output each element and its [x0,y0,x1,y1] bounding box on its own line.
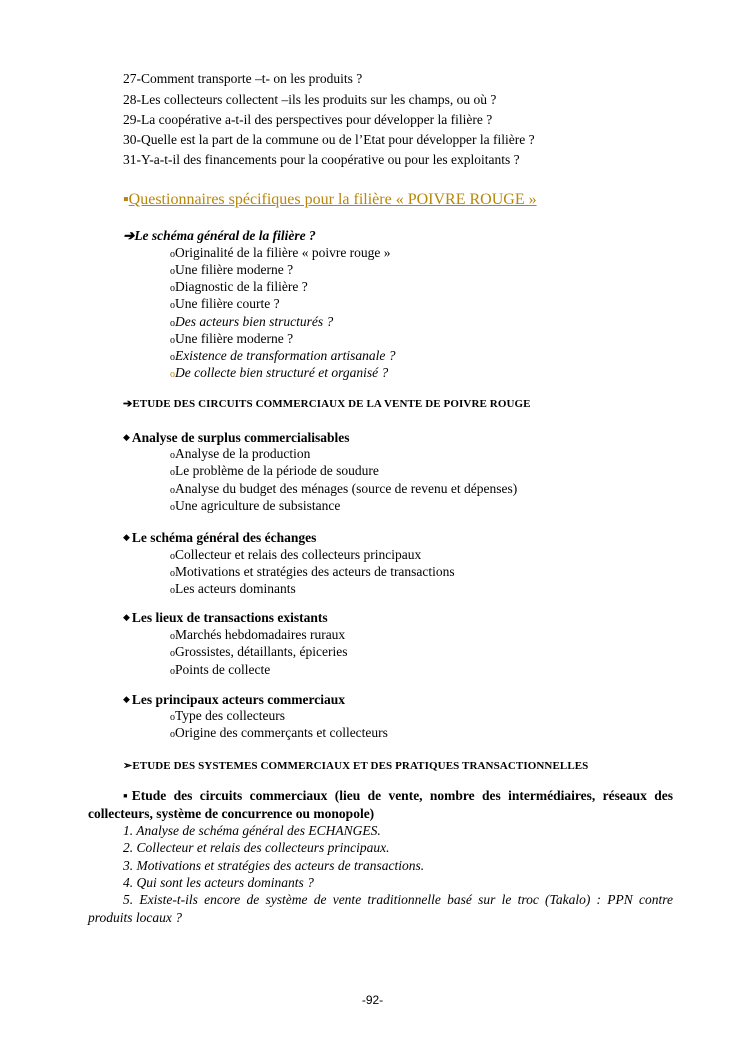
arrow-right-icon: ➔ [123,228,135,243]
question-30: 30-Quelle est la part de la commune ou de l’Etat pour développer la filière ? [123,132,535,147]
list-item: oLes acteurs dominants [170,581,296,596]
circle-bullet-icon: o [170,729,175,740]
numbered-item-last: 5. Existe-t-ils encore de système de vente traditionnelle basé sur le troc (Takalo) : PPN contre produits locaux ? [88,892,673,925]
circle-bullet-icon: o [170,300,175,311]
schema-general-heading [123,227,316,245]
diamond-bullet-icon: ◆ [123,694,130,704]
circle-bullet-icon: o [170,551,175,562]
arrowhead-right-icon: ➢ [123,760,133,772]
list-item: oLe problème de la période de soudure [170,463,379,478]
list-item: oDe collecte bien structuré et organisé ? [170,365,389,380]
list-item: oDiagnostic de la filière ? [170,279,308,294]
circle-bullet-icon: o [170,266,175,277]
question-29: 29-La coopérative a-t-il des perspectives pour développer la filière ? [123,112,493,127]
group-heading: ◆ Les lieux de transactions existants [123,610,328,625]
list-item: oOriginalité de la filière « poivre rouge » [170,245,391,260]
circle-bullet-icon: o [170,568,175,579]
circle-bullet-icon: o [170,712,175,723]
list-item: oMotivations et stratégies des acteurs de transactions [170,564,455,579]
circle-bullet-icon: o [170,335,175,346]
list-item: oMarchés hebdomadaires ruraux [170,627,346,642]
list-item: oUne agriculture de subsistance [170,498,341,513]
list-item: oExistence de transformation artisanale ? [170,348,396,363]
group-heading: ◆ Le schéma général des échanges [123,530,317,545]
list-item: oPoints de collecte [170,662,271,677]
list-item: oDes acteurs bien structurés ? [170,314,334,329]
circle-bullet-icon: o [170,450,175,461]
list-item: oUne filière moderne ? [170,262,294,277]
schema-general-heading-text: Le schéma général de la filière ? [134,228,316,243]
circle-bullet-icon: o [170,648,175,659]
question-28: 28-Les collecteurs collectent –ils les produits sur les champs, ou où ? [123,92,497,107]
circle-bullet-icon: o [170,283,175,294]
list-item: oAnalyse du budget des ménages (source de revenu et dépenses) [170,481,518,496]
diamond-bullet-icon: ◆ [123,612,130,622]
numbered-item: 1. Analyse de schéma général des ECHANGES. [123,823,381,838]
list-item: oType des collecteurs [170,708,286,723]
circle-bullet-icon: o [170,502,175,513]
page-number: -92- [361,993,384,1007]
list-item: oGrossistes, détaillants, épiceries [170,644,348,659]
circle-bullet-icon: o [170,631,175,642]
square-bullet-icon: ▪ [123,191,129,208]
circle-bullet-icon: o [170,666,175,677]
list-item: oOrigine des commerçants et collecteurs [170,725,388,740]
arrow-right-icon: ➔ [123,398,133,410]
etude-circuits-heading: ➔ETUDE DES CIRCUITS COMMERCIAUX DE LA VENTE DE POIVRE ROUGE [123,398,531,410]
diamond-bullet-icon: ◆ [123,432,130,442]
circle-bullet-icon: o [170,485,175,496]
list-item: oAnalyse de la production [170,446,311,461]
section-title [123,190,537,210]
group-heading: ◆ Les principaux acteurs commerciaux [123,692,346,707]
numbered-item: 3. Motivations et stratégies des acteurs de transactions. [123,858,425,873]
question-31: 31-Y-a-t-il des financements pour la coopérative ou pour les exploitants ? [123,152,520,167]
circle-bullet-icon: o [170,249,175,260]
circle-bullet-icon: o [170,467,175,478]
list-item: oUne filière moderne ? [170,331,294,346]
list-item: oUne filière courte ? [170,296,280,311]
circle-bullet-icon: o [170,352,175,363]
circle-bullet-icon: o [170,585,175,596]
circuits-paragraph: ▪Etude des circuits commerciaux (lieu de vente, nombre des intermédiaires, réseaux des collecteurs, système de concurrence ou monopole) [88,788,673,821]
numbered-item: 2. Collecteur et relais des collecteurs principaux. [123,840,390,855]
question-27: 27-Comment transporte –t- on les produits ? [123,71,363,86]
list-item: oCollecteur et relais des collecteurs principaux [170,547,422,562]
circle-bullet-icon: o [170,369,175,380]
section-title-text: Questionnaires spécifiques pour la filière « POIVRE ROUGE » [128,191,537,208]
group-heading: ◆ Analyse de surplus commercialisables [123,430,350,445]
etude-systemes-heading: ➢ETUDE DES SYSTEMES COMMERCIAUX ET DES PRATIQUES TRANSACTIONNELLES [123,760,589,772]
circle-bullet-icon: o [170,318,175,329]
diamond-bullet-icon: ◆ [123,532,130,542]
numbered-item: 4. Qui sont les acteurs dominants ? [123,875,314,890]
